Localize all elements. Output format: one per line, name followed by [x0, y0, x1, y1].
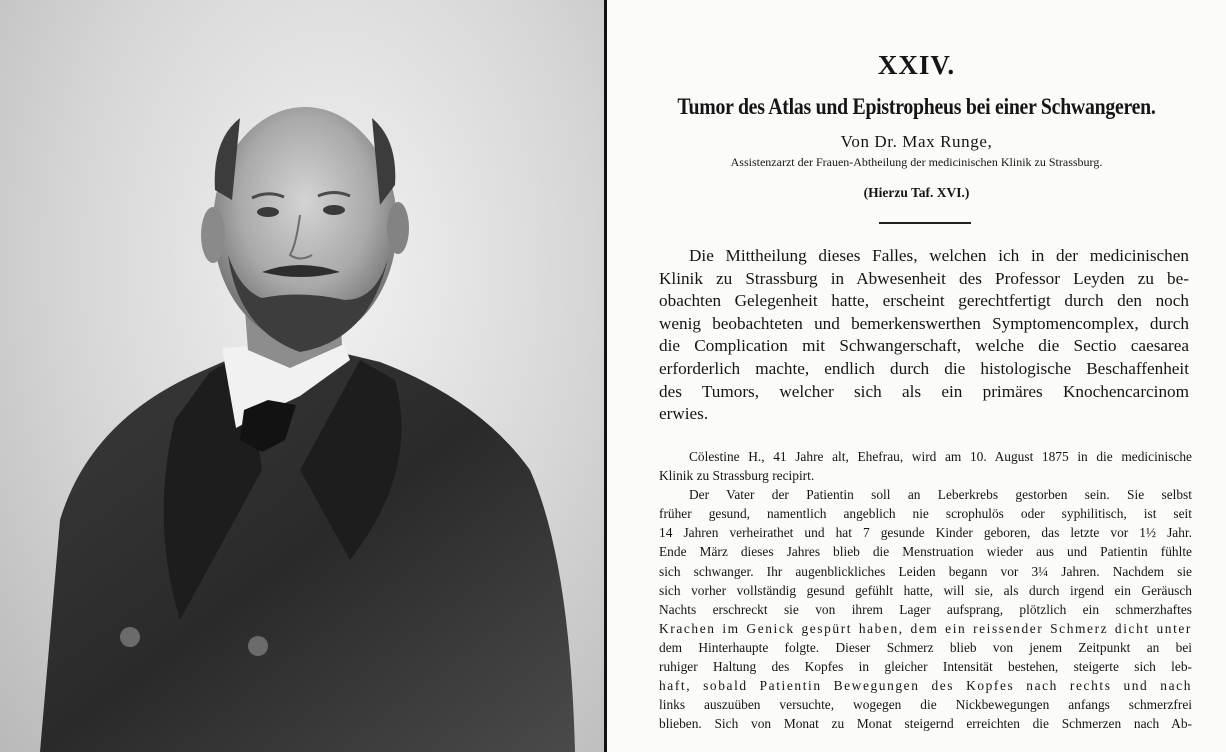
case-line: haft, sobald Patientin Bewegungen des Kopfes nach rechts und nach	[659, 678, 1192, 694]
chapter-number: XXIV.	[877, 50, 956, 80]
intro-line: obachten Gelegenheit hatte, erscheint gerechtfertigt durch den noch	[659, 291, 1189, 311]
case-line: früher gesund, namentlich angeblich nie scrophulös oder syphilitisch, ist seit	[659, 506, 1192, 522]
intro-line: erwies.	[659, 404, 709, 424]
case-paragraph	[659, 447, 1192, 733]
case-line: 14 Jahren verheirathet und hat 7 gesunde Kinder geboren, das letzte vor 1½ Jahr.	[659, 525, 1192, 541]
case-line: Nachts erschreckt sie von ihrem Lager aufsprang, plötzlich ein schmerzhaftes	[659, 601, 1192, 617]
intro-line: Die Mittheilung dieses Falles, welchen ich in der medicinischen	[689, 246, 1189, 265]
article-title: Tumor des Atlas und Epistropheus bei einer Schwangeren.	[677, 94, 1156, 119]
intro-line: die Complication mit Schwangerschaft, welche die Sectio caesarea	[659, 336, 1189, 356]
intro-paragraph	[659, 245, 1189, 426]
case-line: blieben. Sich von Monat zu Monat steigernd erreichten die Schmerzen nach Ab-	[659, 716, 1192, 732]
case-line: Der Vater der Patientin soll an Leberkrebs gestorben sein. Sie selbst	[689, 487, 1192, 503]
intro-line: erforderlich machte, endlich durch die histologische Beschaffenheit	[659, 358, 1189, 378]
portrait-photo	[0, 0, 604, 752]
case-line: links auszuüben versuchte, wogegen die Nickbewegungen anfangs schmerzfrei	[659, 697, 1192, 713]
document-page	[607, 0, 1226, 752]
portrait-illustration	[0, 0, 604, 752]
case-line: Klinik zu Strassburg recipirt.	[659, 468, 815, 484]
intro-line: Klinik zu Strassburg in Abwesenheit des Professor Leyden zu be-	[659, 268, 1189, 288]
case-line: Krachen im Genick gespürt haben, dem ein reissender Schmerz dicht unter	[659, 620, 1192, 636]
author-affiliation: Assistenzarzt der Frauen-Abtheilung der medicinischen Klinik zu Strassburg.	[730, 155, 1103, 169]
intro-line: wenig beobachteten und bemerkenswerthen Symptomencomplex, durch	[659, 313, 1189, 333]
case-line: sich schwanger. Ihr augenblickliches Leiden begann vor 3¼ Jahren. Nachdem sie	[659, 563, 1192, 579]
coat	[40, 350, 575, 752]
case-line: Ende März dieses Jahres blieb die Menstruation wieder aus und Patientin fühlte	[659, 544, 1192, 560]
case-line: Cölestine H., 41 Jahre alt, Ehefrau, wird am 10. August 1875 in die medicinische	[689, 449, 1192, 464]
case-line: ruhiger Haltung des Kopfes in gleicher Intensität bestehen, steigerte sich leb-	[659, 659, 1192, 675]
plate-reference: (Hierzu Taf. XVI.)	[863, 185, 970, 200]
case-line: dem Hinterhaupte folgte. Dieser Schmerz blieb von jenem Zeitpunkt an bei	[659, 639, 1192, 655]
coat-button-2	[248, 636, 268, 656]
case-line: sich vorher vollständig gesund gefühlt hatte, will sie, als durch irgend ein Geräusch	[659, 582, 1192, 598]
intro-line: des Tumors, welcher sich als ein primäres Knochencarcinom	[659, 381, 1189, 401]
author-line: Von Dr. Max Runge,	[840, 132, 993, 151]
title-rule	[879, 222, 971, 224]
coat-button-1	[120, 627, 140, 647]
